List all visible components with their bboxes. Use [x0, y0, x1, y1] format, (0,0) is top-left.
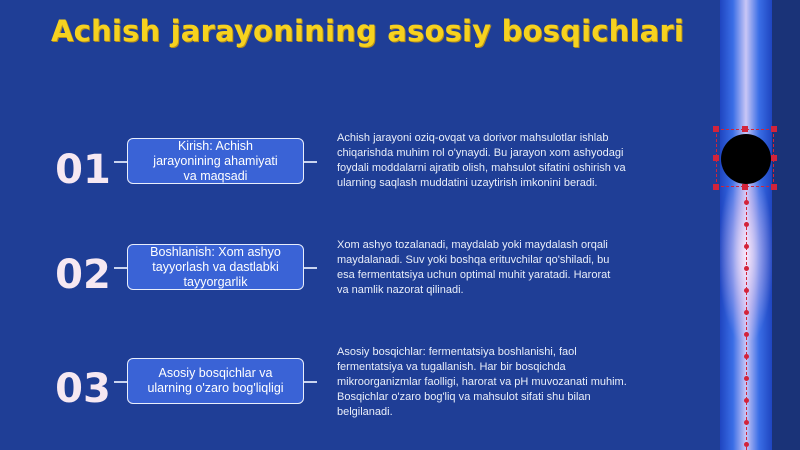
step-03-heading-line: Asosiy bosqichlar va: [158, 366, 273, 380]
motion-path-dot: [744, 332, 749, 337]
step-03-left-connector: [114, 381, 127, 383]
step-03-description: [337, 345, 667, 420]
resize-handle-top-right[interactable]: [771, 126, 777, 132]
desc-line: maydalanadi. Suv yoki boshqa erituvchilar qo'shiladi, bu: [337, 254, 610, 266]
step-01-heading-line: jarayonining ahamiyati: [153, 153, 278, 168]
step-01-heading-box[interactable]: [127, 138, 304, 184]
desc-line: mikroorganizmlar faolligi, harorat va pH muvozanati muhim.: [337, 376, 627, 388]
motion-path-dot: [744, 420, 749, 425]
step-02-left-connector: [114, 267, 127, 269]
resize-handle-right[interactable]: [771, 155, 777, 161]
step-03-right-connector: [304, 381, 317, 383]
step-02-description: [337, 238, 667, 298]
desc-line: Bosqichlar o'zaro bog'liq va mahsulot sifati shu bilan: [337, 391, 591, 403]
desc-line: belgilanadi.: [337, 406, 393, 418]
resize-handle-bottom-left[interactable]: [713, 184, 719, 190]
resize-handle-top[interactable]: [742, 126, 748, 132]
step-02-heading-line: tayyorlash va dastlabki: [152, 259, 279, 274]
step-01-right-connector: [304, 161, 317, 163]
motion-path-dot: [744, 310, 749, 315]
step-number-03: 03: [55, 366, 111, 412]
desc-line: chiqarishda muhim rol o'ynaydi. Bu jarayon xom ashyodagi: [337, 147, 624, 159]
motion-path-dot: [744, 222, 749, 227]
step-02-heading-line: tayyorgarlik: [183, 274, 248, 289]
step-02-heading-box[interactable]: [127, 244, 304, 290]
resize-handle-top-left[interactable]: [713, 126, 719, 132]
desc-line: fermentatsiya va tugallanish. Har bir bosqichda: [337, 361, 566, 373]
step-01-heading-line: va maqsadi: [183, 168, 248, 183]
motion-path-dot: [744, 398, 749, 403]
motion-path-dot: [744, 288, 749, 293]
step-03-heading-line: ularning o'zaro bog'liqligi: [147, 381, 284, 395]
desc-line: va namlik nazorat qilinadi.: [337, 284, 464, 296]
desc-line: Achish jarayoni oziq-ovqat va dorivor mahsulotlar ishlab: [337, 132, 609, 144]
resize-handle-bottom-right[interactable]: [771, 184, 777, 190]
desc-line: Xom ashyo tozalanadi, maydalab yoki maydalash orqali: [337, 239, 608, 251]
desc-line: foydali moddalarni ajratib olish, mahsulot sifatini oshirish va: [337, 162, 626, 174]
desc-line: Asosiy bosqichlar: fermentatsiya boshlanishi, faol: [337, 346, 577, 358]
step-number-01: 01: [55, 147, 111, 193]
step-number-02: 02: [55, 252, 111, 298]
desc-line: esa fermentatsiya uchun optimal muhit yaratadi. Harorat: [337, 269, 611, 281]
motion-path-dot: [744, 442, 749, 447]
step-01-left-connector: [114, 161, 127, 163]
motion-path-dot: [744, 266, 749, 271]
decorative-rail: [772, 0, 800, 450]
step-01-heading-line: Kirish: Achish: [177, 138, 253, 153]
desc-line: ularning saqlash muddatini uzaytirish imkonini beradi.: [337, 177, 598, 189]
resize-handle-bottom[interactable]: [742, 184, 748, 190]
motion-path-dot: [744, 376, 749, 381]
motion-path-dot: [744, 244, 749, 249]
slide-title: Achish jarayonining asosiy bosqichlari: [51, 14, 684, 48]
step-02-right-connector: [304, 267, 317, 269]
motion-path-dot: [744, 354, 749, 359]
step-01-description: [337, 131, 667, 191]
step-03-heading-box[interactable]: [127, 358, 304, 404]
motion-path-dot: [744, 200, 749, 205]
selection-box: [716, 129, 774, 187]
resize-handle-left[interactable]: [713, 155, 719, 161]
step-02-heading-line: Boshlanish: Xom ashyo: [150, 244, 281, 259]
